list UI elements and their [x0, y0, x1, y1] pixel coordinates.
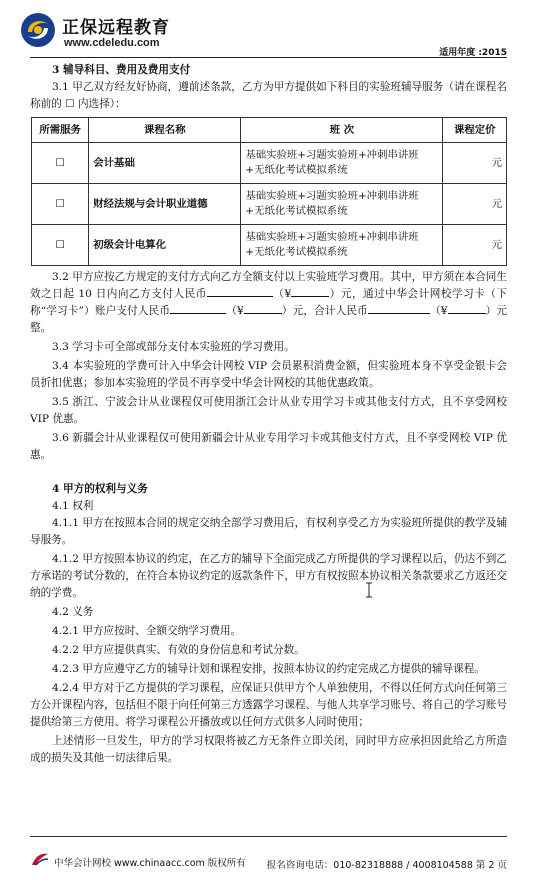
amount-blank[interactable]: [170, 303, 226, 314]
table-row: [32, 184, 507, 225]
col-header-service: 所需服务: [32, 118, 89, 143]
clause-3-2-part: （¥: [429, 305, 448, 317]
page-header: [0, 0, 537, 60]
table-header-row: [32, 118, 507, 143]
service-checkbox[interactable]: ☐: [32, 184, 89, 225]
page-footer: [30, 848, 507, 872]
clause-3-2-part: ）元，通过中华会计网校学习卡（下称“学习卡”）账户支付人民币: [30, 288, 507, 317]
course-price: 元: [443, 143, 507, 184]
footer-contact: 报名咨询电话：010-82318888 / 4008104588 第 2 页: [266, 860, 507, 871]
clause-4-2: 4.2 义务: [52, 606, 94, 618]
class-description: [241, 184, 443, 225]
col-header-course: 课程名称: [89, 118, 241, 143]
amount-blank[interactable]: [207, 286, 273, 297]
amount-blank[interactable]: [244, 303, 282, 314]
clause-4-1-2: 4.1.2 甲方按照本协议的约定，在乙方的辅导下全面完成乙方所提供的学习课程以后，仍达不到乙方承诺的考试分数的，在符合本协议约定的返款条件下，甲方有权按照本协议相关条款要求乙方返还交纳的学费。: [30, 553, 507, 599]
clause-4-1-1: 4.1.1 甲方在按照本合同的规定交纳全部学习费用后，有权利享受乙方为实验班所提供的教学及辅导服务。: [30, 517, 507, 546]
brand-url: www.cdeledu.com: [64, 37, 160, 49]
amount-blank[interactable]: [448, 303, 486, 314]
col-header-class: 班 次: [241, 118, 443, 143]
amount-blank[interactable]: [291, 286, 329, 297]
text-cursor-icon: [365, 582, 373, 598]
class-description: [241, 143, 443, 184]
course-price: 元: [443, 184, 507, 225]
clause-3-2-part: 3.2 甲方应按乙方规定的支付方式向乙方全额支付以上实验班学习费用。其中，甲方须在本合同生效之日起 10 日内向乙方支付人民币: [30, 271, 507, 300]
class-description: [241, 225, 443, 266]
header-rule: [30, 57, 507, 58]
clause-4-2-4: 4.2.4 甲方对于乙方提供的学习课程，应保证只供甲方个人单独使用，不得以任何方式向任何第三方公开课程内容，包括但不限于向任何第三方透露学习课程、与他人共享学习账号、将自己的学习账号提供给第三方使用、将学习课程公开播放或以任何方式供多人同时使用；: [30, 682, 507, 728]
clause-3-3: 3.3 学习卡可全部或部分支付本实验班的学习费用。: [52, 341, 295, 353]
service-checkbox[interactable]: ☐: [32, 143, 89, 184]
cdel-logo-icon: [20, 12, 56, 48]
course-name: 初级会计电算化: [89, 225, 241, 266]
course-name: 财经法规与会计职业道德: [89, 184, 241, 225]
class-line-2: +无纸化考试模拟系统: [245, 246, 348, 258]
course-table: [31, 117, 507, 266]
chinaacc-logo-icon: [30, 851, 50, 867]
table-row: [32, 143, 507, 184]
footer-rule: [30, 836, 507, 837]
course-name: 会计基础: [89, 143, 241, 184]
clause-4-1: 4.1 权利: [52, 500, 94, 512]
clause-3-4: 3.4 本实验班的学费可计入中华会计网校 VIP 会员累积消费金额，但实验班本身不享受金银卡会员折扣优惠；参加本实验班的学员不再享受中华会计网校的其他优惠政策。: [30, 360, 507, 389]
clause-3-2-part: （¥: [272, 288, 292, 300]
service-checkbox[interactable]: ☐: [32, 225, 89, 266]
col-header-price: 课程定价: [443, 118, 507, 143]
clause-3-5: 3.5 浙江、宁波会计从业课程仅可使用浙江会计从业专用学习卡或其他支付方式，且不享受网校 VIP 优惠。: [30, 396, 507, 425]
clause-3-2: [30, 269, 507, 337]
class-line-1: 基础实验班+习题实验班+冲刺串讲班: [245, 190, 419, 202]
class-line-1: 基础实验班+习题实验班+冲刺串讲班: [245, 149, 419, 161]
course-price: 元: [443, 225, 507, 266]
clause-3-6: 3.6 新疆会计从业课程仅可使用新疆会计从业专用学习卡或其他支付方式，且不享受网校 VIP 优惠。: [30, 432, 507, 461]
clause-consequence: 上述情形一旦发生，甲方的学习权限将被乙方无条件立即关闭，同时甲方应承担因此给乙方所造成的损失及其他一切法律后果。: [30, 735, 507, 764]
class-line-1: 基础实验班+习题实验班+冲刺串讲班: [245, 231, 419, 243]
table-row: [32, 225, 507, 266]
class-line-2: +无纸化考试模拟系统: [245, 205, 348, 217]
clause-4-2-1: 4.2.1 甲方应按时、全额交纳学习费用。: [52, 625, 242, 637]
applicable-year: 适用年度 :2015: [439, 48, 507, 58]
section-3-heading: 3 辅导科目、费用及费用支付: [52, 64, 191, 76]
clause-4-2-3: 4.2.3 甲方应遵守乙方的辅导计划和课程安排，按照本协议的约定完成乙方提供的辅导课程。: [52, 663, 485, 675]
clause-3-2-part: （¥: [226, 305, 244, 317]
clause-4-2-2: 4.2.2 甲方应提供真实、有效的身份信息和考试分数。: [52, 644, 305, 656]
document-body: [30, 62, 507, 767]
footer-copyright: 中华会计网校 www.chinaacc.com 版权所有: [54, 858, 246, 869]
section-4-heading: 4 甲方的权利与义务: [52, 483, 148, 495]
clause-3-2-part: ）元整。: [30, 305, 507, 334]
class-line-2: +无纸化考试模拟系统: [245, 164, 348, 176]
clause-3-1: 3.1 甲乙双方经友好协商，遵前述条款，乙方为甲方提供如下科目的实验班辅导服务（请在课程名称前的 ☐ 内选择）：: [30, 81, 507, 110]
brand-name: 正保远程教育: [62, 18, 170, 38]
clause-3-2-part: ）元，合计人民币: [281, 305, 368, 317]
amount-blank[interactable]: [368, 303, 430, 314]
